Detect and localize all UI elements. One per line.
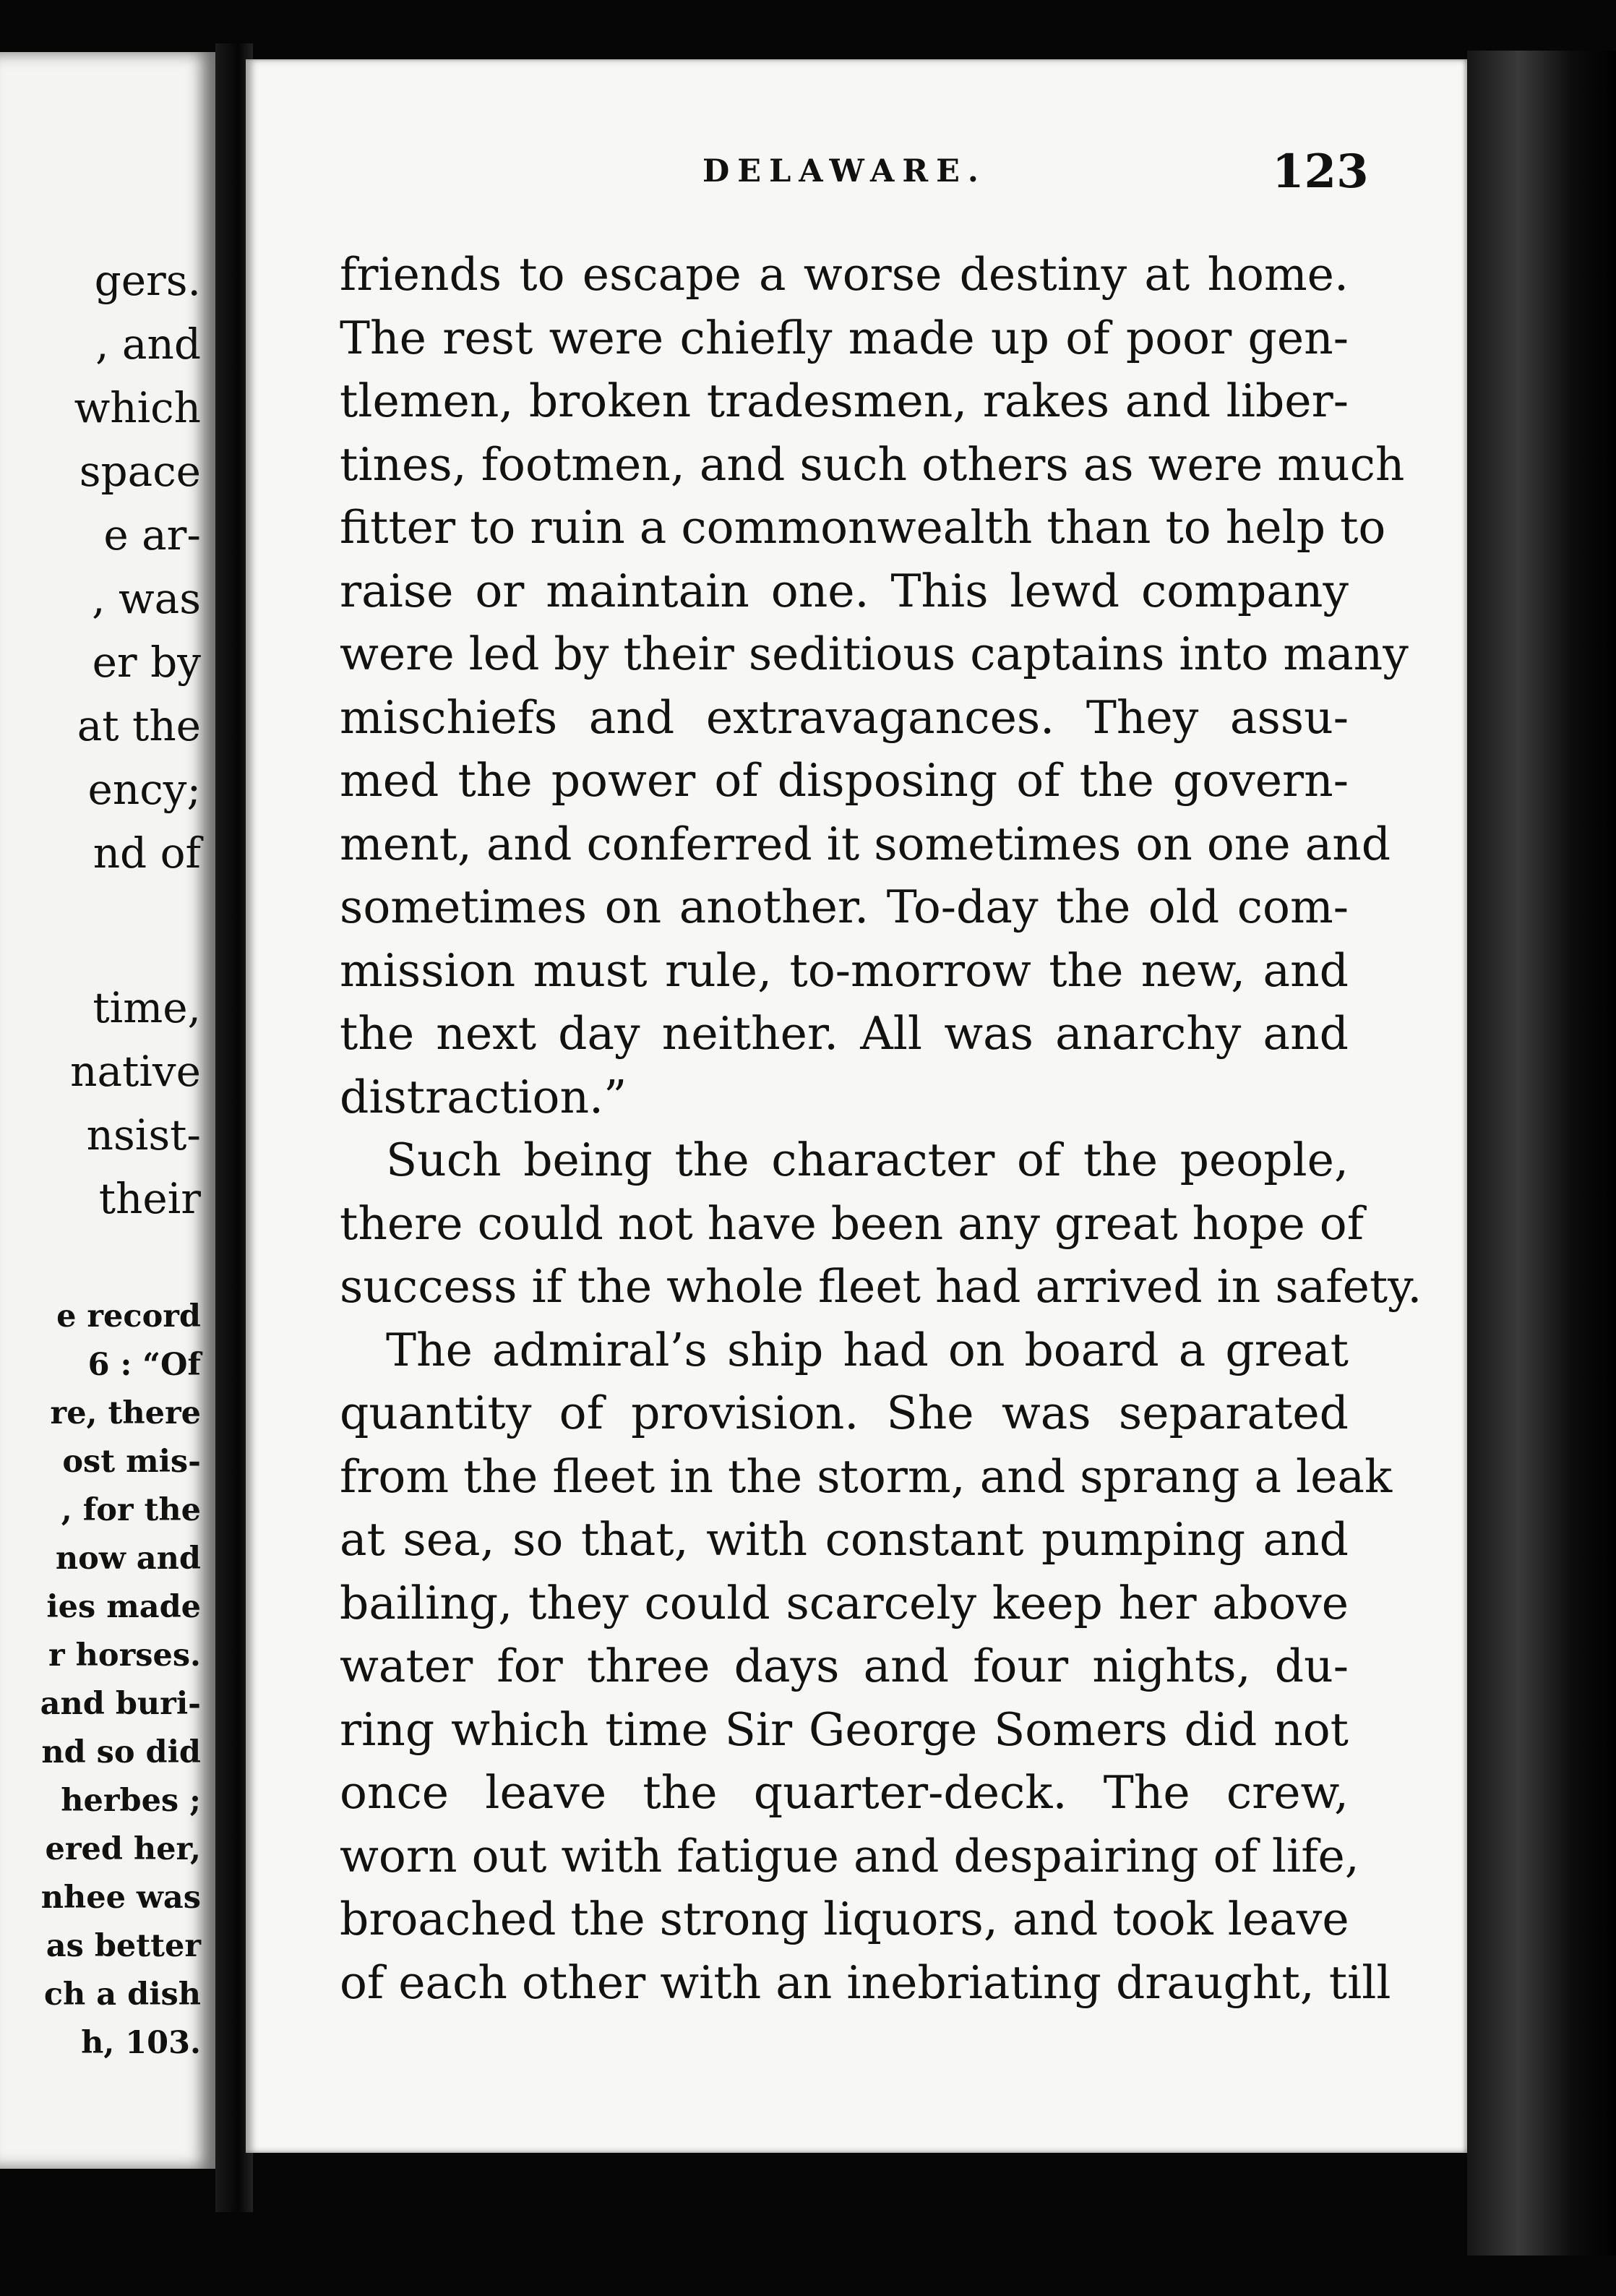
text-line: The rest were chiefly made up of poor gen- bbox=[340, 311, 1349, 364]
fragment-line: herbes ; bbox=[61, 1783, 201, 1819]
fragment-line: e ar- bbox=[103, 510, 201, 560]
fragment-line: ency; bbox=[87, 765, 201, 814]
fragment-line: h, 103. bbox=[81, 2025, 201, 2061]
text-line: distraction.” bbox=[340, 1070, 627, 1123]
fragment-line: now and bbox=[55, 1541, 201, 1577]
text-line: Such being the character of the people, bbox=[386, 1134, 1349, 1186]
paragraph bbox=[340, 243, 1409, 1128]
text-line: fitter to ruin a commonwealth than to help to bbox=[340, 501, 1386, 554]
text-line: success if the whole fleet had arrived in safety. bbox=[340, 1260, 1422, 1313]
fragment-line: , for the bbox=[61, 1492, 201, 1528]
fragment-line: r horses. bbox=[48, 1637, 201, 1674]
text-line: there could not have been any great hope of bbox=[340, 1196, 1364, 1250]
text-line: tines, footmen, and such others as were much bbox=[340, 437, 1405, 491]
page-edge-shadow bbox=[1467, 51, 1616, 2256]
fragment-line: which bbox=[74, 383, 201, 432]
text-line: mission must rule, to-morrow the new, and bbox=[340, 943, 1349, 997]
text-line: from the fleet in the storm, and sprang a leak bbox=[340, 1449, 1393, 1503]
fragment-line: er by bbox=[92, 638, 201, 687]
fragment-line: ch a dish bbox=[43, 1976, 201, 2013]
text-line: were led by their seditious captains into many bbox=[340, 627, 1409, 680]
fragment-line: as better bbox=[46, 1928, 201, 1964]
fragment-line: re, there bbox=[50, 1395, 201, 1431]
text-line: once leave the quarter-deck. The crew, bbox=[340, 1766, 1349, 1819]
text-line: ring which time Sir George Somers did not bbox=[340, 1702, 1349, 1756]
fragment-line: nsist- bbox=[86, 1110, 201, 1160]
page-number: 123 bbox=[1272, 145, 1369, 199]
previous-page-body-text bbox=[74, 249, 201, 885]
paragraph bbox=[340, 1128, 1422, 1319]
fragment-line: native bbox=[70, 1047, 201, 1096]
text-line: raise or maintain one. This lewd company bbox=[340, 564, 1349, 617]
fragment-line: ered her, bbox=[45, 1831, 201, 1867]
fragment-line: ies made bbox=[46, 1589, 201, 1625]
text-line: the next day neither. All was anarchy and bbox=[340, 1007, 1349, 1060]
fragment-line: nd of bbox=[93, 828, 201, 878]
fragment-line: at the bbox=[77, 701, 201, 750]
text-line: med the power of disposing of the govern- bbox=[340, 754, 1349, 807]
text-line: worn out with fatigue and despairing of life, bbox=[340, 1829, 1359, 1882]
fragment-line: , was bbox=[92, 574, 201, 623]
text-line: broached the strong liquors, and took leave bbox=[340, 1893, 1349, 1945]
fragment-line: and buri- bbox=[40, 1686, 201, 1722]
page-body-text bbox=[340, 243, 1422, 2036]
fragment-line: space bbox=[79, 447, 201, 496]
text-line: mischiefs and extravagances. They assu- bbox=[340, 690, 1349, 744]
text-line: at sea, so that, with constant pumping and bbox=[340, 1513, 1349, 1566]
text-line: water for three days and four nights, du- bbox=[340, 1640, 1349, 1692]
text-line: sometimes on another. To-day the old com- bbox=[340, 881, 1349, 933]
fragment-line: e record bbox=[56, 1298, 201, 1335]
running-head: DELAWARE. bbox=[702, 153, 987, 189]
fragment-line: time, bbox=[93, 983, 201, 1032]
text-line: bailing, they could scarcely keep her above bbox=[340, 1576, 1349, 1629]
fragment-line: nd so did bbox=[41, 1734, 201, 1770]
fragment-line: their bbox=[98, 1174, 201, 1223]
previous-page-footnotes bbox=[40, 1293, 201, 2068]
text-line: ment, and conferred it sometimes on one and bbox=[340, 817, 1391, 870]
text-line: The admiral’s ship had on board a great bbox=[386, 1323, 1349, 1376]
fragment-line: nhee was bbox=[40, 1880, 201, 1916]
text-line: friends to escape a worse destiny at home. bbox=[340, 248, 1349, 301]
text-line: of each other with an inebriating draught, till bbox=[340, 1956, 1391, 2009]
paragraph bbox=[340, 1319, 1393, 2015]
text-line: quantity of provision. She was separated bbox=[340, 1387, 1349, 1439]
previous-page-body-text-2 bbox=[70, 976, 201, 1230]
previous-page-fragment bbox=[0, 52, 215, 2169]
fragment-line: ost mis- bbox=[62, 1444, 201, 1480]
fragment-line: 6 : “Of bbox=[87, 1347, 201, 1383]
fragment-line: gers. bbox=[94, 256, 201, 305]
fragment-line: , and bbox=[95, 320, 201, 369]
text-line: tlemen, broken tradesmen, rakes and liber- bbox=[340, 374, 1349, 427]
